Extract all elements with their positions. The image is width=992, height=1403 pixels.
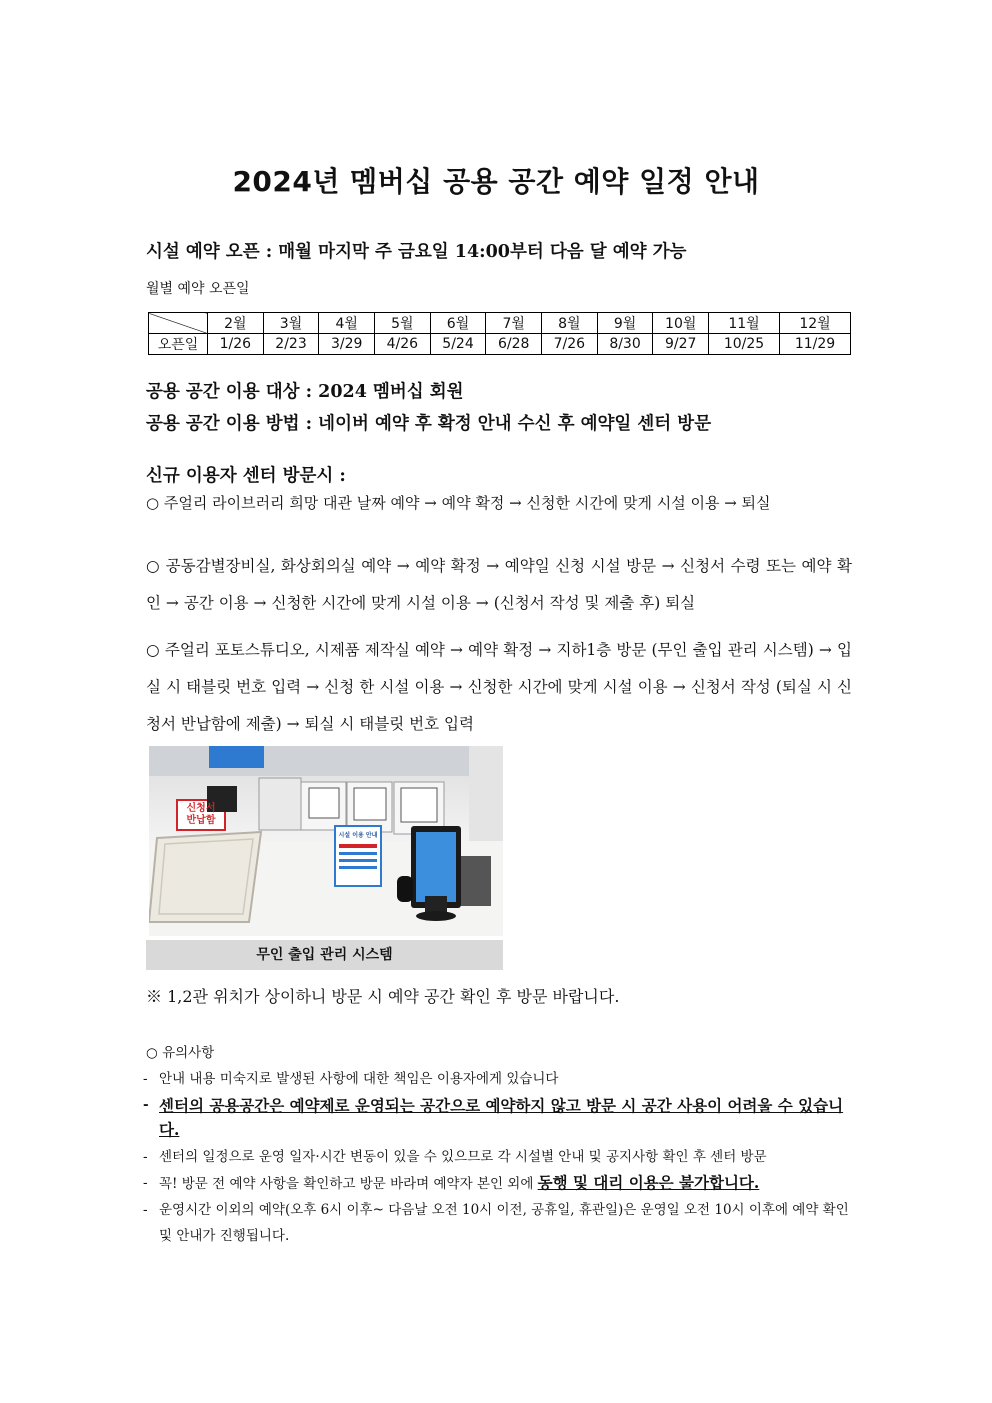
schedule-date-row bbox=[149, 334, 851, 355]
date-cell: 6/28 bbox=[486, 334, 542, 355]
month-cell: 6월 bbox=[430, 313, 486, 334]
date-cell: 2/23 bbox=[263, 334, 319, 355]
date-cell: 11/29 bbox=[780, 334, 851, 355]
bullet-dash: - bbox=[143, 1097, 149, 1113]
caution-text-emphasis: 센터의 공용공간은 예약제로 운영되는 공간으로 예약하지 않고 방문 시 공간 사용이 어려울 수 있습니다. bbox=[159, 1096, 844, 1139]
photo-caption: 무인 출입 관리 시스템 bbox=[146, 940, 503, 970]
caution-text-emphasis: 동행 및 대리 이용은 불가합니다. bbox=[537, 1173, 760, 1192]
corner-cell bbox=[149, 313, 208, 334]
bullet-dash: - bbox=[143, 1149, 148, 1165]
caution-text: 운영시간 이외의 예약(오후 6시 이후~ 다음날 오전 10시 이전, 공휴일, 휴관일)은 운영일 오전 10시 이후에 예약 확인 및 안내가 진행됩니다. bbox=[159, 1202, 849, 1244]
caution-text-prefix: 꼭! 방문 전 예약 사항을 확인하고 방문 바라며 예약자 본인 외에 bbox=[159, 1176, 538, 1192]
date-cell: 7/26 bbox=[542, 334, 598, 355]
kiosk-illustration bbox=[149, 746, 503, 936]
date-cell: 8/30 bbox=[597, 334, 653, 355]
sign-line-1: 신청서 bbox=[186, 803, 216, 814]
date-cell: 1/26 bbox=[208, 334, 264, 355]
date-cell: 9/27 bbox=[653, 334, 709, 355]
sign-line-2: 반납함 bbox=[186, 815, 216, 826]
open-notice: 시설 예약 오픈 : 매월 마지막 주 금요일 14:00부터 다음 달 예약 가능 bbox=[146, 242, 687, 262]
step-equipment-room: ○ 공동감별장비실, 화상회의실 예약 → 예약 확정 → 예약일 신청 시설 방문 → 신청서 수령 또는 예약 확인 → 공간 이용 → 신청한 시간에 맞게 시설 이용 → (신청서 작성 및 제출 후) 퇴실 bbox=[146, 557, 852, 612]
cautions-heading: ○ 유의사항 bbox=[146, 1045, 215, 1061]
month-cell: 11월 bbox=[709, 313, 780, 334]
row-label-cell: 오픈일 bbox=[149, 334, 208, 355]
month-cell: 9월 bbox=[597, 313, 653, 334]
month-cell: 8월 bbox=[542, 313, 598, 334]
method-line: 공용 공간 이용 방법 : 네이버 예약 후 확정 안내 수신 후 예약일 센터 방문 bbox=[146, 414, 712, 434]
bullet-dash: - bbox=[143, 1175, 148, 1191]
month-cell: 3월 bbox=[263, 313, 319, 334]
bullet-dash: - bbox=[143, 1202, 148, 1218]
page-title: 2024년 멤버십 공용 공간 예약 일정 안내 bbox=[232, 165, 760, 198]
month-cell: 12월 bbox=[780, 313, 851, 334]
target-line: 공용 공간 이용 대상 : 2024 멤버십 회원 bbox=[146, 382, 464, 402]
caution-item bbox=[143, 1144, 853, 1170]
caution-item bbox=[143, 1170, 853, 1197]
new-user-heading: 신규 이용자 센터 방문시 : bbox=[146, 466, 346, 486]
caution-text: 센터의 일정으로 운영 일자·시간 변동이 있을 수 있으므로 각 시설별 안내 및 공지사항 확인 후 센터 방문 bbox=[159, 1149, 767, 1165]
month-cell: 4월 bbox=[319, 313, 375, 334]
kiosk-photo bbox=[149, 746, 503, 936]
schedule-header-row bbox=[149, 313, 851, 334]
caution-item bbox=[143, 1197, 853, 1249]
bullet-dash: - bbox=[143, 1071, 148, 1087]
monthly-label: 월별 예약 오픈일 bbox=[146, 281, 250, 297]
month-cell: 5월 bbox=[375, 313, 431, 334]
caution-item bbox=[143, 1066, 853, 1092]
location-note: ※ 1,2관 위치가 상이하니 방문 시 예약 공간 확인 후 방문 바랍니다. bbox=[146, 987, 620, 1006]
info-card-title: 시설 이용 안내 bbox=[338, 832, 378, 839]
date-cell: 4/26 bbox=[375, 334, 431, 355]
month-cell: 10월 bbox=[653, 313, 709, 334]
date-cell: 3/29 bbox=[319, 334, 375, 355]
month-cell: 2월 bbox=[208, 313, 264, 334]
step-jewelry-library: ○ 주얼리 라이브러리 희망 대관 날짜 예약 → 예약 확정 → 신청한 시간에 맞게 시설 이용 → 퇴실 bbox=[146, 494, 771, 512]
caution-text bbox=[159, 1170, 853, 1197]
month-cell: 7월 bbox=[486, 313, 542, 334]
schedule-table bbox=[148, 312, 851, 355]
caution-item bbox=[143, 1092, 853, 1144]
caution-text: 안내 내용 미숙지로 발생된 사항에 대한 책임은 이용자에게 있습니다 bbox=[159, 1071, 559, 1087]
step-photo-studio: ○ 주얼리 포토스튜디오, 시제품 제작실 예약 → 예약 확정 → 지하1층 방문 (무인 출입 관리 시스템) → 입실 시 태블릿 번호 입력 → 신청 한 시설 이용 → 신청한 시간에 맞게 시설 이용 → 신청서 작성 (퇴실 시 신청서 반납함에 제출) → 퇴실 시 태블릿 번호 입력 bbox=[146, 641, 852, 733]
cautions-section bbox=[143, 1040, 853, 1249]
date-cell: 10/25 bbox=[709, 334, 780, 355]
date-cell: 5/24 bbox=[430, 334, 486, 355]
return-box-sign bbox=[179, 803, 223, 827]
